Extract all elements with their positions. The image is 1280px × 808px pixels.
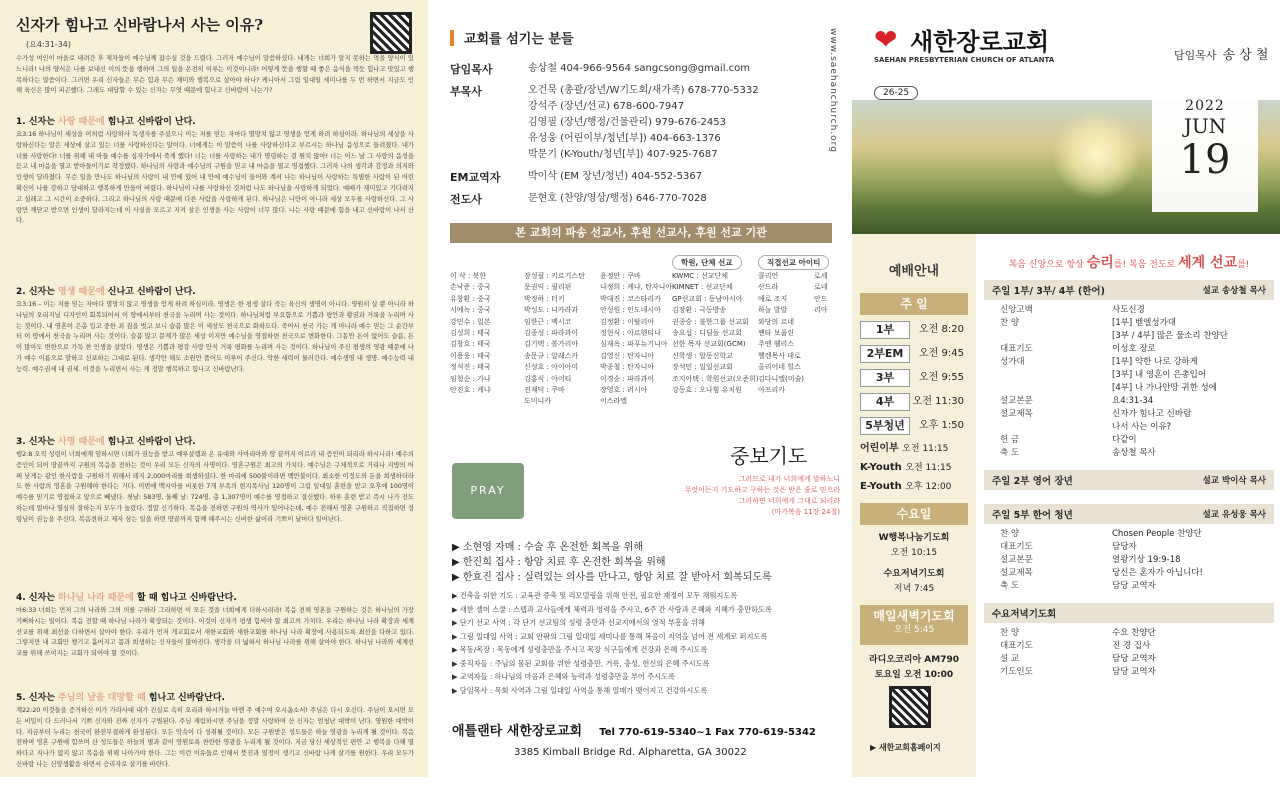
service-block-header bbox=[984, 280, 1274, 300]
order-value: 다같이 bbox=[1112, 435, 1137, 445]
section-body: 계22:20 이것들을 증거하신 이가 가라사대 내가 진실로 속히 오리라 하시거늘 아멘 주 예수여 오시옵소서! 주님은 다시 오신다. 주님이 오시면 모든 비밀이 다 드러나서 기쁘 신자와 진짜 신자가 구별된다. 주님 재림하시면 주님을 정말 사랑하며 산 신자는 엄청난 대박이 난다. 영원한 대박이다. 지금부터 누리는 천국이 완전무결하게 완성된다. 모든 악속이 다 성취될 것이다. 모든 구원받은 성도들은 하늘 영광을 누리게 될 것이다. 복음 전하며 영혼 구원에 힘쓰며 산 성도들은 하늘의 별과 같이 영원토록 찬란한 영광을 누리게 될 것이다. 지금 당신 세상적인 편안 고 행복을 다해 열하다고 지나가 없지 않고 복음을 위해 나아가야 한다. 그는 이런 이유들로 인해서 뜻진과 열정이 생기고 신바람 나게 살기를 원한다. 우리 모두가 신바람 나는 신앙생활을 하면서 승리자로 살기를 바란다. bbox=[16, 707, 414, 768]
order-value: [3부 / 4부] 많은 물소리 찬양단 bbox=[1112, 331, 1228, 341]
cover-panel bbox=[852, 0, 1280, 777]
service-time: 오후 1:50 bbox=[919, 420, 964, 431]
pray-wreath-image: PRAY bbox=[452, 463, 524, 519]
order-item bbox=[1000, 330, 1112, 343]
staff-names bbox=[528, 191, 832, 207]
missionary-item: 송문규 : 알래스카 bbox=[524, 351, 579, 360]
missionary-item: 임한근 : 멕시코 bbox=[524, 317, 572, 326]
missionary-item: 하늘 발발 bbox=[758, 306, 788, 315]
sermon-ref: (요4:31-34) bbox=[26, 40, 72, 49]
service-block-body bbox=[984, 490, 1274, 498]
missionary-item: 이 삭 : 북한 bbox=[450, 272, 487, 280]
service-block-title: 주일 1부/ 3부/ 4부 (한어) bbox=[992, 286, 1105, 297]
servants-title: 교회를 섬기는 분들 bbox=[464, 32, 574, 47]
staff-name: 박이삭 (EM 장년/청년) 404-552-5367 bbox=[528, 171, 703, 182]
order-item: 설 교 bbox=[1000, 654, 1020, 664]
missionary-item: 윤정만 : 쿠바 bbox=[600, 272, 641, 280]
section-heading-suffix: 힘나고 신바람이 난다. bbox=[104, 117, 196, 127]
service-name: 5부청년 bbox=[860, 417, 910, 435]
dawn-prayer: 매일새벽기도회 오전 5:45 bbox=[860, 605, 968, 645]
missionary-item: 산드라 bbox=[758, 283, 779, 292]
missionary-item: 선한 목자 선교회(GCM) bbox=[672, 340, 746, 349]
service-name: 4부 bbox=[860, 393, 910, 411]
section-heading-suffix: 힘나고 신바람이 난다. bbox=[104, 437, 196, 447]
section-body: 요3:16 하나님이 세상을 이처럼 사랑하사 독생자를 주셨으니 이는 저를 믿는 자마다 멸망치 않고 영생을 얻게 하려 하심이라. 하나님의 세상을 사랑하신다는 말은 세상에 살고 있는 너를 사랑하신다는 말이다. 너에게는 이 말씀이 나를 사랑하신다고 부르시는 하나님 음성으로 들려졌다. 내가 너를 사랑한다! 너를 위해 내 아들 예수를 십자가에서 죽게 했다! 너는 너를 사랑하는 내가 명령하는 걸 원치 않아! 너는 어느 날 그 사랑의 음성을 듣고 내 마음을 열고 받아들이기로 작정했다. 하나님의 사랑과 예수님의 구원을 믿고 내 마음을 열고 영접했다. 그러자 나의 생각과 감정과 의지와 인생이 달라졌다. 무슨 일을 만나도 하나님의 사랑이 내 안에 있어 내 안에 예수님이 들어와 계셔 나는 하나님이 사랑하는 특별한 사람이 된 어린 확신이 나를 강하고 담대하고 행복하게 만들어 버렸다. 하나님이 나를 사랑하신 것처럼 나도 하나님을 사랑하게 되었다. 예배가 재미있고 기다려지고 설레고 그 시간이 소중하다. 그리고 하나님의 사랑 때문에 다른 사람을 사랑하게 된다. 하나님은 나만이 아니라 세상 모두를 사랑하신다. 그 사랑만 깨닫고 받으면 인생이 달라지는데 이 사실을 모르고 지켜 살은 인생을 사는 사람이 너무 많다. 나는 사랑 때문에 힘을 내고 신바람이 나서 산다. bbox=[16, 131, 414, 225]
prayer-topic: ▶ 목동/목장 : 목동에게 성령충만을 주시고 목장 식구들에게 건강과 은혜 주시도록 bbox=[452, 645, 708, 654]
service-row bbox=[860, 321, 968, 339]
missionary-item: 유창환 : 중국 bbox=[450, 294, 491, 303]
missionary-item: 김기택 : 볼가리아 bbox=[524, 340, 579, 349]
order-value: 요4:31-34 bbox=[1112, 396, 1154, 406]
order-row bbox=[984, 434, 1274, 447]
order-item: 헌 금 bbox=[1000, 435, 1020, 445]
order-item bbox=[1000, 369, 1112, 382]
staff-names bbox=[528, 61, 832, 77]
section-heading-prefix: 5. 신자는 bbox=[16, 693, 59, 703]
service-block-preacher: 설교 유성웅 목사 bbox=[1202, 510, 1266, 520]
heart-logo-icon: ❤ bbox=[874, 22, 898, 56]
order-row bbox=[984, 356, 1274, 369]
section-highlight: 사명 때문에 bbox=[58, 437, 105, 447]
sermon-intro: 수가성 여인이 마을로 내려간 후 제자들이 예수님께 잡수실 것을 드렸다. 그러자 예수님이 말씀하셨다. 내게는 너희가 알지 못하는 먹을 양식이 있느니라! 나의 양식은 나를 보내신 이의 뜻을 행하며 그의 일을 온전히 이루는 이것이니라! 어떻게 뜻을 행할 때 좋은 음식을 먹듯 힘나고 맛있고 행복하다는 말씀이다. 그러면 우리 신자들은 무슨 힘과 무슨 재미와 행복으로 살아야 하나? 케니아서 그림 일대일 세미나를 두 번 하면서 지금도 인해 육신은 많이 피곤했다. 그래도 대답할 수 있는 신자는 무엇 때문에 힘나고 신바람이 나는가? bbox=[16, 55, 414, 95]
order-item: 대표기도 bbox=[1000, 542, 1033, 552]
order-row bbox=[984, 541, 1274, 554]
prayer-topic: ▶ 담임목사 : 목회 사역과 그림 일대일 사역을 통해 열매가 맺어지고 건강하시도록 bbox=[452, 685, 708, 695]
order-row bbox=[984, 304, 1274, 317]
volume-badge: 26-25 bbox=[874, 86, 918, 100]
missionary-item: 전재덕 : 쿠바 bbox=[524, 386, 565, 395]
youth-service-time: 오전 11:15 bbox=[902, 444, 949, 454]
church-motto: 복음 신앙으로 항상 승리를! 복음 전도로 세계 선교를! bbox=[1008, 255, 1250, 271]
section-heading-prefix: 2. 신자는 bbox=[16, 287, 59, 297]
missionary-item: 김정환 : 이탈리아 bbox=[600, 317, 655, 326]
order-of-service bbox=[984, 252, 1274, 683]
section-heading-prefix: 1. 신자는 bbox=[16, 117, 59, 127]
verse-line: 그리하면 너희에게 그대로 되리라 bbox=[738, 497, 840, 505]
service-block-preacher: 설교 송상철 목사 bbox=[1202, 286, 1266, 296]
order-item: 신앙고백 bbox=[1000, 305, 1033, 315]
section-heading bbox=[16, 690, 414, 703]
staff-role: 부목사 bbox=[450, 85, 482, 98]
missionary-item: 김종성 : 파라과이 bbox=[524, 329, 579, 338]
section-heading-prefix: 3. 신자는 bbox=[16, 437, 59, 447]
service-block-header bbox=[984, 603, 1274, 623]
youth-service-row: 어린이부 오전 11:15 bbox=[860, 443, 949, 454]
staff-name: 유성웅 (어린이부/청년[부]) 404-663-1376 bbox=[528, 133, 721, 144]
missionary-item: 김창호 : 태국 bbox=[450, 340, 491, 349]
header-accent-bar bbox=[450, 30, 454, 46]
section-heading bbox=[16, 114, 414, 127]
order-row bbox=[984, 666, 1274, 679]
missionary-item: 올리어네 힐스 bbox=[758, 363, 801, 372]
service-block-title: 수요저녁기도회 bbox=[992, 609, 1057, 620]
sermon-panel bbox=[0, 0, 428, 777]
missionary-item: GP선교회 : 동남아시아 bbox=[672, 294, 743, 303]
missionary-item: 안진호 : 케냐 bbox=[450, 386, 491, 395]
missionary-item: 정석진 : 태국 bbox=[450, 363, 491, 372]
church-footer bbox=[452, 720, 832, 758]
staff-role: 전도사 bbox=[450, 193, 482, 206]
missionary-item: 임철순 : 가나 bbox=[450, 374, 491, 383]
order-row bbox=[984, 395, 1274, 408]
missionary-column bbox=[524, 271, 585, 408]
mission-org-heading: 학원, 단체 선교 bbox=[672, 255, 742, 270]
missionary-item: 로세로네 bbox=[814, 272, 828, 292]
missionary-item: 김다니엘(미술) bbox=[758, 374, 805, 383]
order-value: [1부] 벧엘성가대 bbox=[1112, 318, 1177, 328]
missionary-item: 조지아택 : 학원선교(오준희) bbox=[672, 374, 759, 383]
missionary-item: 김장환 : 극동방송 bbox=[672, 306, 727, 315]
order-row bbox=[984, 330, 1274, 343]
section-heading bbox=[16, 284, 414, 297]
prayer-item: ▶ 한효진 집사 : 실력있는 의사를 만나고, 항암 치료 잘 받아서 회복되도록 bbox=[452, 572, 772, 583]
missionary-item: 신학생 : 합동신학교 bbox=[672, 351, 733, 360]
website-url[interactable]: www.saehanchurch.org bbox=[828, 28, 838, 153]
service-block-title: 주일 2부 영어 장년 bbox=[992, 476, 1073, 487]
senior-pastor bbox=[1174, 44, 1268, 63]
youth-service-row: E-Youth 오후 12:00 bbox=[860, 481, 952, 492]
prayer-item: ▶ 소현영 자매 : 수술 후 온전한 회복을 위해 bbox=[452, 542, 644, 553]
footer-church-name: 애틀랜타 새한장로교회 bbox=[452, 724, 583, 739]
order-value: 당신은 혼자가 아닙니다! bbox=[1112, 568, 1203, 578]
order-item: 축 도 bbox=[1000, 448, 1020, 458]
service-row bbox=[860, 417, 968, 435]
order-item: 대표기도 bbox=[1000, 641, 1033, 651]
service-row bbox=[860, 393, 968, 411]
youth-service-time: 오후 12:00 bbox=[905, 482, 952, 492]
pastor-label: 담임목사 bbox=[1174, 49, 1217, 62]
order-value: 이성호 장로 bbox=[1112, 344, 1156, 354]
missionary-item: 박종철 : 탄자니아 bbox=[600, 363, 655, 372]
order-row bbox=[984, 408, 1274, 421]
missionary-item: 권종승 : 불한그룹 선교회 bbox=[672, 317, 749, 326]
prayer-item: ▶ 한진희 집사 : 항암 치료 후 온전한 회복을 위해 bbox=[452, 557, 666, 568]
missionary-item: 신성호 : 아이아미 bbox=[524, 363, 579, 372]
order-item: 설교제목 bbox=[1000, 568, 1033, 578]
order-item: 대표기도 bbox=[1000, 344, 1033, 354]
missionary-item: 박성도 : 니카라과 bbox=[524, 306, 579, 315]
service-block-header bbox=[984, 470, 1274, 490]
order-row bbox=[984, 554, 1274, 567]
missionary-item: 애로 조지 bbox=[758, 294, 788, 303]
order-row bbox=[984, 653, 1274, 666]
missionary-item: 나정희 : 케냐, 탄자니아 bbox=[600, 283, 673, 292]
service-time: 오전 9:55 bbox=[919, 372, 964, 383]
qr-code[interactable] bbox=[370, 12, 412, 54]
missionary-column bbox=[450, 271, 491, 396]
footer-address: 3385 Kimball Bridge Rd. Alpharetta, GA 30022 bbox=[514, 747, 747, 758]
missionary-item: 안드리아 bbox=[814, 294, 828, 315]
missionary-column bbox=[814, 271, 832, 317]
sunburst bbox=[1052, 110, 1142, 200]
prayer-topic: ▶ 새한 셀머 스쿨 : 스텝과 교사들에게 체력과 영력을 주시고, 6주 간 사랑과 은혜와 지혜가 충만하도록 bbox=[452, 604, 772, 614]
section-highlight: 사랑 때문에 bbox=[58, 117, 105, 127]
staff-name: 박문기 (K-Youth/청년[부]) 407-925-7687 bbox=[528, 149, 718, 160]
service-time: 오전 8:20 bbox=[919, 324, 964, 335]
missionary-item: 장석민 : 일일선교회 bbox=[672, 363, 733, 372]
homepage-link[interactable]: ▶ 새한교회홈페이지 bbox=[870, 743, 941, 752]
order-item: 성가대 bbox=[1000, 357, 1025, 367]
missionary-item: KIMNET : 선교단체 bbox=[672, 283, 733, 292]
order-row bbox=[984, 343, 1274, 356]
missionary-item: 손낙준 : 중국 bbox=[450, 283, 491, 292]
order-item: 설교본문 bbox=[1000, 396, 1033, 406]
missionary-item: 아프리카 bbox=[758, 386, 786, 395]
sunday-title: 주 일 bbox=[860, 293, 968, 315]
order-value: 열왕기상 19:9-18 bbox=[1112, 555, 1181, 565]
missionary-item: 서예녹 : 중국 bbox=[450, 306, 491, 315]
order-item bbox=[1000, 421, 1112, 434]
missionary-item: 헬렌목사 데로 bbox=[758, 351, 801, 360]
date-day: 19 bbox=[1179, 137, 1231, 183]
section-body: 마6:33 너희는 먼저 그의 나라와 그의 의를 구하라 그리하면 이 모든 것을 너희에게 더하시리라! 복음 전해 영혼을 구원하는 것은 하나님의 가장 기뻐하시는 일이다. 복음 전할 때 하나님 나라가 확장되는 것이다. 이것이 신자가 평생 힘써야 할 최고의 가치다. 우리는 하나님 나라 확장과 세계선교를 위해 최선을 다하면서 살아야 한다. 우리가 먼저 개교회로서 새한교회와 새한교회를 하나님 나라 확장에 사용되도록 최선을 다하고 있다. 그렇지만 내 교회만 챙기고 흩어지고 몸과 희생하는 신자들이 많아진다. 생각을 더 넓혀서 하나님 나라를 위해 살아야 한다. 하나님 나라와 세계선교를 위해 쓰여지는 교회가 되어야 할 것이다. bbox=[16, 607, 414, 658]
order-value: 담당 교역자 bbox=[1112, 654, 1156, 664]
missionary-item: 장영호 : 러시아 bbox=[600, 386, 648, 395]
order-value: 나서 사는 이유? bbox=[1112, 422, 1172, 432]
prayer-list bbox=[452, 540, 832, 697]
order-item: 설교제목 bbox=[1000, 409, 1033, 419]
staff-list bbox=[450, 61, 832, 207]
missionary-item: 김홍식 : 아이티 bbox=[524, 374, 572, 383]
staff-name: 강석주 (장년/선교) 678-600-7947 bbox=[528, 101, 684, 112]
order-value: 수요 찬양단 bbox=[1112, 628, 1156, 638]
staff-role: EM교역자 bbox=[450, 171, 501, 184]
staff-name: 송상철 404-966-9564 sangcsong@gmail.com bbox=[528, 63, 751, 74]
missionary-item: 이경승 : 파라과이 bbox=[600, 374, 655, 383]
missionary-item: 박대진 : 코스타리카 bbox=[600, 294, 661, 303]
prayer-topic: ▶ 단기 선교 사역 : 각 단기 선교팀의 성령 충만과 선교지에서의 영적 부흥을 위해 bbox=[452, 618, 705, 627]
section-highlight: 하나님 나라 때문에 bbox=[58, 593, 134, 603]
prayer-topic: ▶ 그림 일대일 사역 : 교회 안팎의 그림 일대일 세미나를 통해 복음이 지역을 넘어 전 세계로 퍼지도록 bbox=[452, 631, 768, 641]
missionary-item: 이스라엘 bbox=[600, 397, 628, 406]
section-heading-prefix: 4. 신자는 bbox=[16, 593, 59, 603]
wednesday-title: 수요일 bbox=[860, 503, 968, 525]
verse-line: 무엇이든지 기도하고 구하는 것은 받은 줄로 믿으라 bbox=[684, 486, 840, 494]
worship-heading: 예배안내 bbox=[888, 264, 940, 279]
order-item: 찬 양 bbox=[1000, 318, 1020, 328]
missionary-column bbox=[672, 271, 759, 396]
service-block-body bbox=[984, 524, 1274, 597]
order-value: 신자가 힘나고 신바람 bbox=[1112, 409, 1192, 419]
missionary-item: 콜리언 bbox=[758, 272, 779, 280]
order-value: 담당자 bbox=[1112, 542, 1137, 552]
section-highlight: 영생 때문에 bbox=[58, 287, 105, 297]
order-row bbox=[984, 317, 1274, 330]
staff-role: 담임목사 bbox=[450, 63, 493, 76]
staff-name: 김영필 (장년/행정/건물관리) 979-676-2453 bbox=[528, 117, 726, 128]
service-block-preacher: 설교 박이삭 목사 bbox=[1202, 476, 1266, 486]
missionary-item: 주엔 웰리스 bbox=[758, 340, 795, 349]
order-item bbox=[1000, 382, 1112, 395]
homepage-qr-code[interactable] bbox=[889, 686, 931, 728]
missionary-item: 심재옥 : 파푸뉴기니아 bbox=[600, 340, 668, 349]
sermon-title: 신자가 힘나고 신바람나서 사는 이유? bbox=[16, 16, 264, 34]
section-highlight: 주님의 날을 대망할 때 bbox=[58, 693, 146, 703]
section-heading-suffix: 힘나고 신바람난다. bbox=[145, 693, 225, 703]
service-block-body bbox=[984, 300, 1274, 464]
staff-names bbox=[528, 83, 832, 163]
order-item: 설교본문 bbox=[1000, 555, 1033, 565]
radio-broadcast: 라디오코리아 AM790 토요일 오전 10:00 bbox=[868, 655, 959, 680]
order-value: [1부] 약한 나로 강하게 bbox=[1112, 357, 1198, 367]
missionary-item: KWMC : 선교단체 bbox=[672, 272, 729, 280]
order-value: 담당 교역자 bbox=[1112, 667, 1156, 677]
church-name-en: SAEHAN PRESBYTERIAN CHURCH OF ATLANTA bbox=[874, 56, 1055, 64]
order-row bbox=[984, 567, 1274, 580]
missionary-column bbox=[758, 271, 804, 396]
prayer-topic: ▶ 교역자들 : 하나님의 마음과 은혜와 능력과 성령충만을 부어 주시도록 bbox=[452, 672, 675, 681]
order-value: Chosen People 찬양단 bbox=[1112, 529, 1202, 539]
order-row bbox=[984, 580, 1274, 593]
missionary-item: 강민수 : 일본 bbox=[450, 317, 491, 326]
service-row bbox=[860, 369, 968, 387]
missionary-item: 박정하 : 터키 bbox=[524, 294, 565, 303]
order-item: 찬 양 bbox=[1000, 529, 1020, 539]
order-row bbox=[984, 447, 1274, 460]
missionary-item: 이용웅 : 태국 bbox=[450, 351, 491, 360]
service-name: 2부EM bbox=[860, 345, 910, 363]
section-body: 행2:8 오직 성령이 너희에게 임하시면 너희가 권능을 받고 예루살렘과 온 유대와 사마리아와 땅 끝까지 이르러 내 증인이 되리라 하시니라! 예수의 증인이 되어 땅끝까지 구원의 복음을 전하는 것이 우리 모든 신자의 사명이다. 영혼구원은 최고의 가치다. 예수님은 구체적으로 거리나 지방의 어쩌 낮게는 광인 한사람을 구원하기 위해서 돼지 2,000마리를 희생하셨다. 한 마리에 500불이라면 백만불이다. 최소한 이정도의 돈을 희생하더라도 한 사람의 영혼을 구원해야 한다는 거다. 이번에 멕시아를 비롯한 7개 부족의 현지목사님 120명이 그림 일대일 훈련을 받고 오후에 100명이 예수를 믿기로 영접하고 앞으로 빼냈다. 첫날: 583명, 둘째 날: 724명, 총 1,307명이 예수를 영접하고 결신했다. 하루 훈련 받고 즉시 나가 전도하는데 얼마나 열심히 잘하는지 모두가 놀랐다. 정말 신기하다. 복음을 전하면 구원의 역사가 일어나는데, 예수 전해서 영혼 구원하고 직접하면 성령님이 권능을 주신다. 복음전하고 제자 삼는 일을 하면 땅끝까지 함께 해주시는 신비한 삶이라 기쁘이 날마다 일어난다. bbox=[16, 451, 414, 523]
service-name: 3부 bbox=[860, 369, 910, 387]
sermon-sections bbox=[16, 114, 414, 808]
service-block-body bbox=[984, 623, 1274, 683]
footer-phone: Tel 770-619-5340~1 Fax 770-619-5342 bbox=[599, 727, 816, 738]
order-item: 찬 양 bbox=[1000, 628, 1020, 638]
service-block-title: 주일 5부 한어 청년 bbox=[992, 510, 1073, 521]
service-name: 1부 bbox=[860, 321, 910, 339]
prayer-verse bbox=[640, 474, 840, 518]
missionary-item: 와당의 르네 bbox=[758, 317, 795, 326]
missionary-item: 장성필 : 키르기스탄 bbox=[524, 272, 585, 280]
date-month: JUN bbox=[1183, 114, 1227, 138]
service-time: 오전 9:45 bbox=[919, 348, 964, 359]
pastor-name: 송 상 철 bbox=[1222, 48, 1269, 63]
date-box bbox=[1152, 92, 1258, 212]
missionary-item: 도미니카 bbox=[524, 397, 552, 406]
order-row bbox=[984, 627, 1274, 640]
prayer-topic: ▶ 건축을 위한 기도 : 교육관 증축 및 리모델링을 위해 안전, 필요한 재정이 모두 채워지도록 bbox=[452, 591, 738, 600]
section-heading-suffix: 신나고 신바람이 난다. bbox=[104, 287, 196, 297]
wed-service-2: 수요저녁기도회 저녁 7:45 bbox=[883, 569, 945, 594]
service-block-header bbox=[984, 504, 1274, 524]
intercession-title: 중보기도 bbox=[730, 444, 808, 468]
missionary-item: 김성희 : 태국 bbox=[450, 329, 491, 338]
mission-band: 본 교회의 파송 선교사, 후원 선교사, 후원 선교 기관 bbox=[450, 223, 832, 243]
service-time: 오전 11:30 bbox=[912, 396, 964, 407]
section-heading bbox=[16, 434, 414, 447]
order-value: [3부] 내 영혼이 은총입어 bbox=[1112, 370, 1207, 380]
order-item: 축 도 bbox=[1000, 581, 1020, 591]
order-item: 기도인도 bbox=[1000, 667, 1033, 677]
church-logo bbox=[874, 22, 1049, 57]
order-row bbox=[984, 528, 1274, 541]
section-heading bbox=[16, 590, 414, 603]
staff-name: 오건묵 (총괄/장년/W기도회/새가족) 678-770-5332 bbox=[528, 85, 759, 96]
order-row bbox=[984, 640, 1274, 653]
section-heading-suffix: 할 때 힘나고 신바람난다. bbox=[133, 593, 237, 603]
date-year: 2022 bbox=[1185, 98, 1225, 114]
order-value: [4부] 나 가나안땅 귀한 성에 bbox=[1112, 383, 1217, 393]
mission-direct-heading: 직접선교 아이티 bbox=[758, 255, 829, 270]
verse-line: 그러므로 내가 너희에게 말하노니 bbox=[738, 475, 840, 483]
missionary-column bbox=[600, 271, 672, 408]
staff-name: 문현호 (찬양/영상/행정) 646-770-7028 bbox=[528, 193, 707, 204]
prayer-topic: ▶ 중직자들 : 주님의 몸된 교회를 위한 성령충만, 거룩, 충성, 헌신의 은혜 주시도록 bbox=[452, 658, 710, 668]
youth-service-time: 오전 11:15 bbox=[905, 463, 952, 473]
order-value: 진 경 집사 bbox=[1112, 641, 1151, 651]
service-row bbox=[860, 345, 968, 363]
order-value: 담당 교역자 bbox=[1112, 581, 1156, 591]
church-name-kr: 새한장로교회 bbox=[910, 28, 1050, 56]
missionary-item: 정현식 : 아르헨티나 bbox=[600, 329, 661, 338]
order-row bbox=[984, 382, 1274, 395]
missionary-item: 안성원 : 인도네시아 bbox=[600, 306, 661, 315]
missionary-item: 강동효 : 오나힘 유치원 bbox=[672, 386, 742, 395]
wed-service-1: W행복나눔기도회 오전 10:15 bbox=[878, 533, 950, 558]
order-row bbox=[984, 421, 1274, 434]
order-value: 사도신경 bbox=[1112, 305, 1145, 315]
missionary-item: 김영신 : 탄자니아 bbox=[600, 351, 655, 360]
missionary-item: 문권익 : 필리핀 bbox=[524, 283, 572, 292]
staff-names bbox=[528, 169, 832, 185]
order-value: 송상철 목사 bbox=[1112, 448, 1156, 458]
missionary-item: 쌘타 보울린 bbox=[758, 329, 795, 338]
order-row bbox=[984, 369, 1274, 382]
missionary-item: 송요섭 : 디딤돌 선교회 bbox=[672, 329, 742, 338]
section-body: 요3:16 – 이는 저를 믿는 자마다 멸망치 않고 영생을 얻게 하려 하심이라. 영생은 한 평생 살다 죽는 육신의 생명이 아니다. 영원히 살 뿐 아니라 하나님의 오리지널 디자인이 회복되어서 이 땅에서부터 천국을 누리며 사는 것이다. 하나님처럼 부요함으로 기쁨과 평안과 황권과 거룩을 누리며 사는 것이다. 내 영혼이 은총 입고 중한 죄 짐을 벗고 보니 슬픔 많은 이 세상도 천국으로 화하도다. 죽어서 천국 가는 게 아니라 예수 믿는 그 순간부터 이 땅에서 천국을 누리며 사는 것이다. 슬픔 많고 문제가 많은 세상 이지만 예수님을 영접하면 천국으로 변화한다. 그동안 돈이 없어도 슬픔, 돈이 많아도 변한으로 가득 찬 인생을 살았다. 영생은 기쁨과 평강 사랑 안식 거룩 평화를 누리며 사는 것이다. 하나님이 주신 평생의 영광 때문에 나가 예수 이름으로 말하고 선포하는 그대로 된다. 생각만 해도 소원만 품어도 이루어 주신다. 악한 세력이 물러간다. 예수생명 내 생명. 예수능력 내 능력. 예수권세 내 권세. 이것을 누리면서 사는 게 정말 행복하고 힘나고 신바람난다. bbox=[16, 301, 414, 373]
verse-line: (마가복음 11장 24절) bbox=[771, 508, 840, 516]
servants-header bbox=[450, 28, 832, 47]
youth-service-row: K-Youth 오전 11:15 bbox=[860, 462, 952, 473]
missionary-list bbox=[450, 251, 832, 421]
